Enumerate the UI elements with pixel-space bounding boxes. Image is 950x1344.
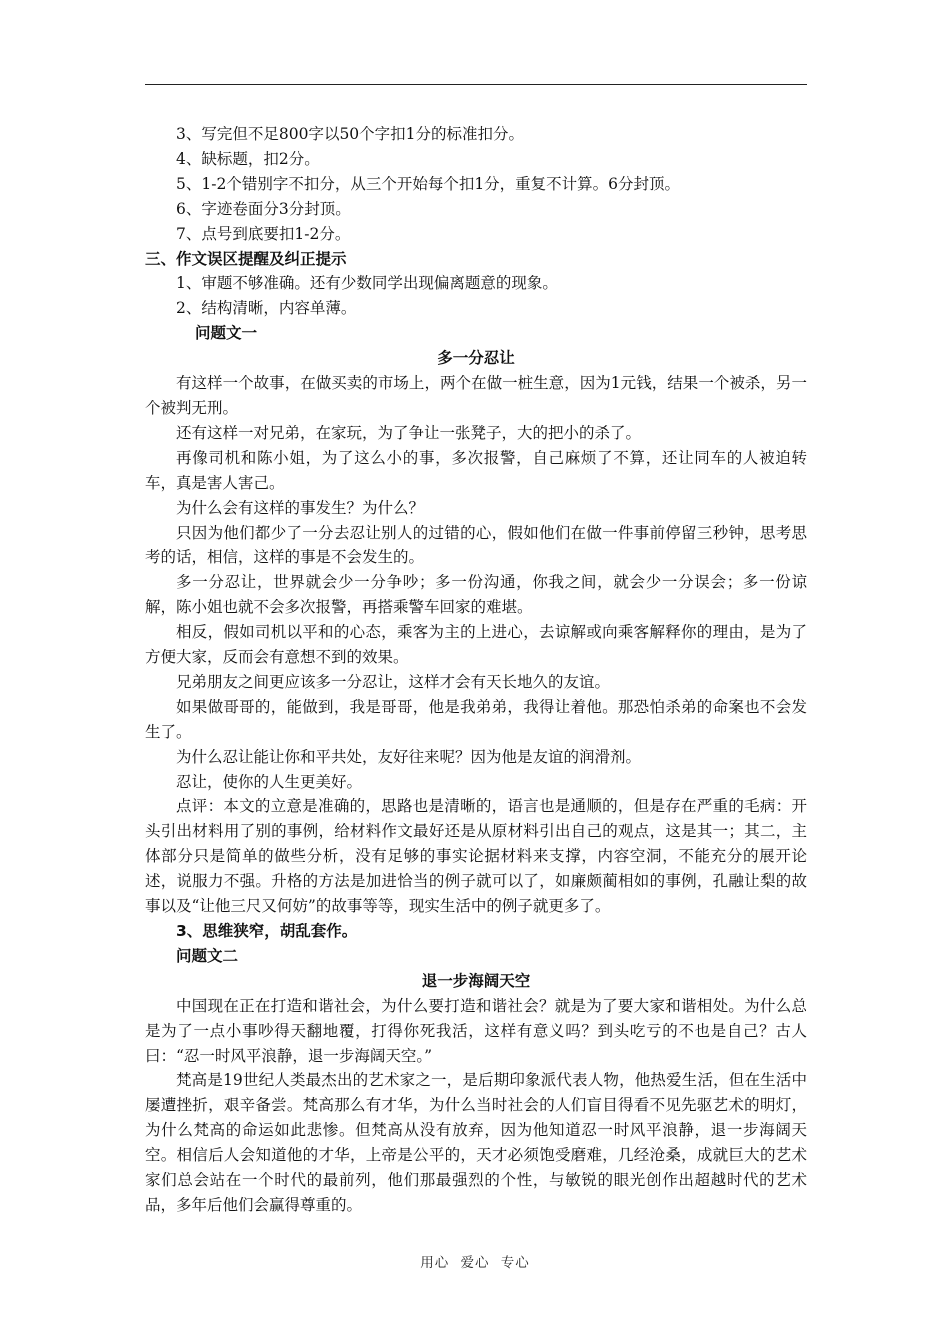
section-heading: 三、作文误区提醒及纠正提示 [145,249,347,268]
essay2-title: 退一步海阔天空 [421,971,531,990]
essay2-paragraph: 梵高是19世纪人类最杰出的艺术家之一，是后期印象派代表人物，他热爱生活，但在生活中屡遭挫折，艰辛备尝。梵高那么有才华，为什么当时社会的人们盲目得看不见先驱艺术的明灯，为什么梵高的命运如此悲惨。但梵高从没有放弃，因为他知道忍一时风平浪静，退一步海阔天空。相信后人会知道他的才华，上帝是公平的，天才必须饱受磨难，几经沧桑，成就巨大的艺术家们总会站在一个时代的最前列，他们那最强烈的个性，与敏锐的眼光创作出超越时代的艺术品，多年后他们会赢得尊重的。 [145,1071,807,1214]
essay1-title: 多一分忍让 [437,349,515,368]
essay1-comment: 点评：本文的立意是准确的，思路也是清晰的，语言也是通顺的，但是存在严重的毛病：开头引出材料用了别的事例，给材料作文最好还是从原材料引出自己的观点，这是其一；其二，主体部分只是简单的做些分析，没有足够的事实论据材料来支撑，内容空洞，不能充分的展开论述，说服力不强。升格的方法是加进恰当的例子就可以了，如廉颇蔺相如的事例，孔融让梨的故事以及“让他三尺又何妨”的故事等等，现实生活中的例子就更多了。 [145,797,807,916]
essay1-paragraph: 还有这样一对兄弟，在家玩，为了争让一张凳子，大的把小的杀了。 [176,423,642,442]
essay1-paragraph: 为什么会有这样的事发生？为什么？ [176,498,425,517]
rule-item-4: 4、缺标题，扣2分。 [176,149,320,168]
essay2-paragraph: 中国现在正在打造和谐社会，为什么要打造和谐社会？就是为了要大家和谐相处。为什么总是为了一点小事吵得天翻地覆，打得你死我活，这样有意义吗？到头吃亏的不也是自己？古人曰：“忍一时风平浪静，退一步海阔天空。” [145,996,807,1065]
document-body [145,122,807,1218]
essay1-paragraph: 相反，假如司机以平和的心态，乘客为主的上进心，去谅解或向乘客解释你的理由，是为了方便大家，反而会有意想不到的效果。 [145,623,807,667]
essay1-paragraph: 忍让，使你的人生更美好。 [176,772,363,791]
essay1-paragraph: 再像司机和陈小姐，为了这么小的事，多次报警，自己麻烦了不算，还让同车的人被迫转车，真是害人害己。 [145,448,807,492]
rule-item-3: 3、写完但不足800字以50个字扣1分的标准扣分。 [176,125,525,143]
essay1-paragraph: 多一分忍让，世界就会少一分争吵；多一份沟通，你我之间，就会少一分误会；多一份谅解，陈小姐也就不会多次报警，再搭乘警车回家的难堪。 [145,573,807,617]
rule-item-7: 7、点号到底要扣1-2分。 [176,224,351,243]
point-3-heading: 3、思维狭窄，胡乱套作。 [176,922,358,940]
rule-item-5: 5、1-2个错别字不扣分，从三个开始每个扣1分，重复不计算。6分封顶。 [176,174,681,193]
section-point-1: 1、审题不够准确。还有少数同学出现偏离题意的现象。 [176,274,558,293]
page-footer: 用心 爱心 专心 [420,1255,530,1271]
rule-item-6: 6、字迹卷面分3分封顶。 [176,199,351,218]
essay1-paragraph: 为什么忍让能让你和平共处，友好往来呢？因为他是友谊的润滑剂。 [176,747,642,766]
essay1-paragraph: 如果做哥哥的，能做到，我是哥哥，他是我弟弟，我得让着他。那恐怕杀弟的命案也不会发生了。 [145,697,807,741]
section-point-2: 2、结构清晰，内容单薄。 [176,299,357,318]
essay1-label: 问题文一 [195,324,258,343]
essay1-paragraph: 有这样一个故事，在做买卖的市场上，两个在做一桩生意，因为1元钱，结果一个被杀，另一个被判无刑。 [145,374,807,417]
essay2-label: 问题文二 [176,946,239,965]
header-rule [145,84,807,85]
essay1-paragraph: 只因为他们都少了一分去忍让别人的过错的心，假如他们在做一件事前停留三秒钟，思考思考的话，相信，这样的事是不会发生的。 [145,523,807,567]
essay1-paragraph: 兄弟朋友之间更应该多一分忍让，这样才会有天长地久的友谊。 [176,672,611,691]
